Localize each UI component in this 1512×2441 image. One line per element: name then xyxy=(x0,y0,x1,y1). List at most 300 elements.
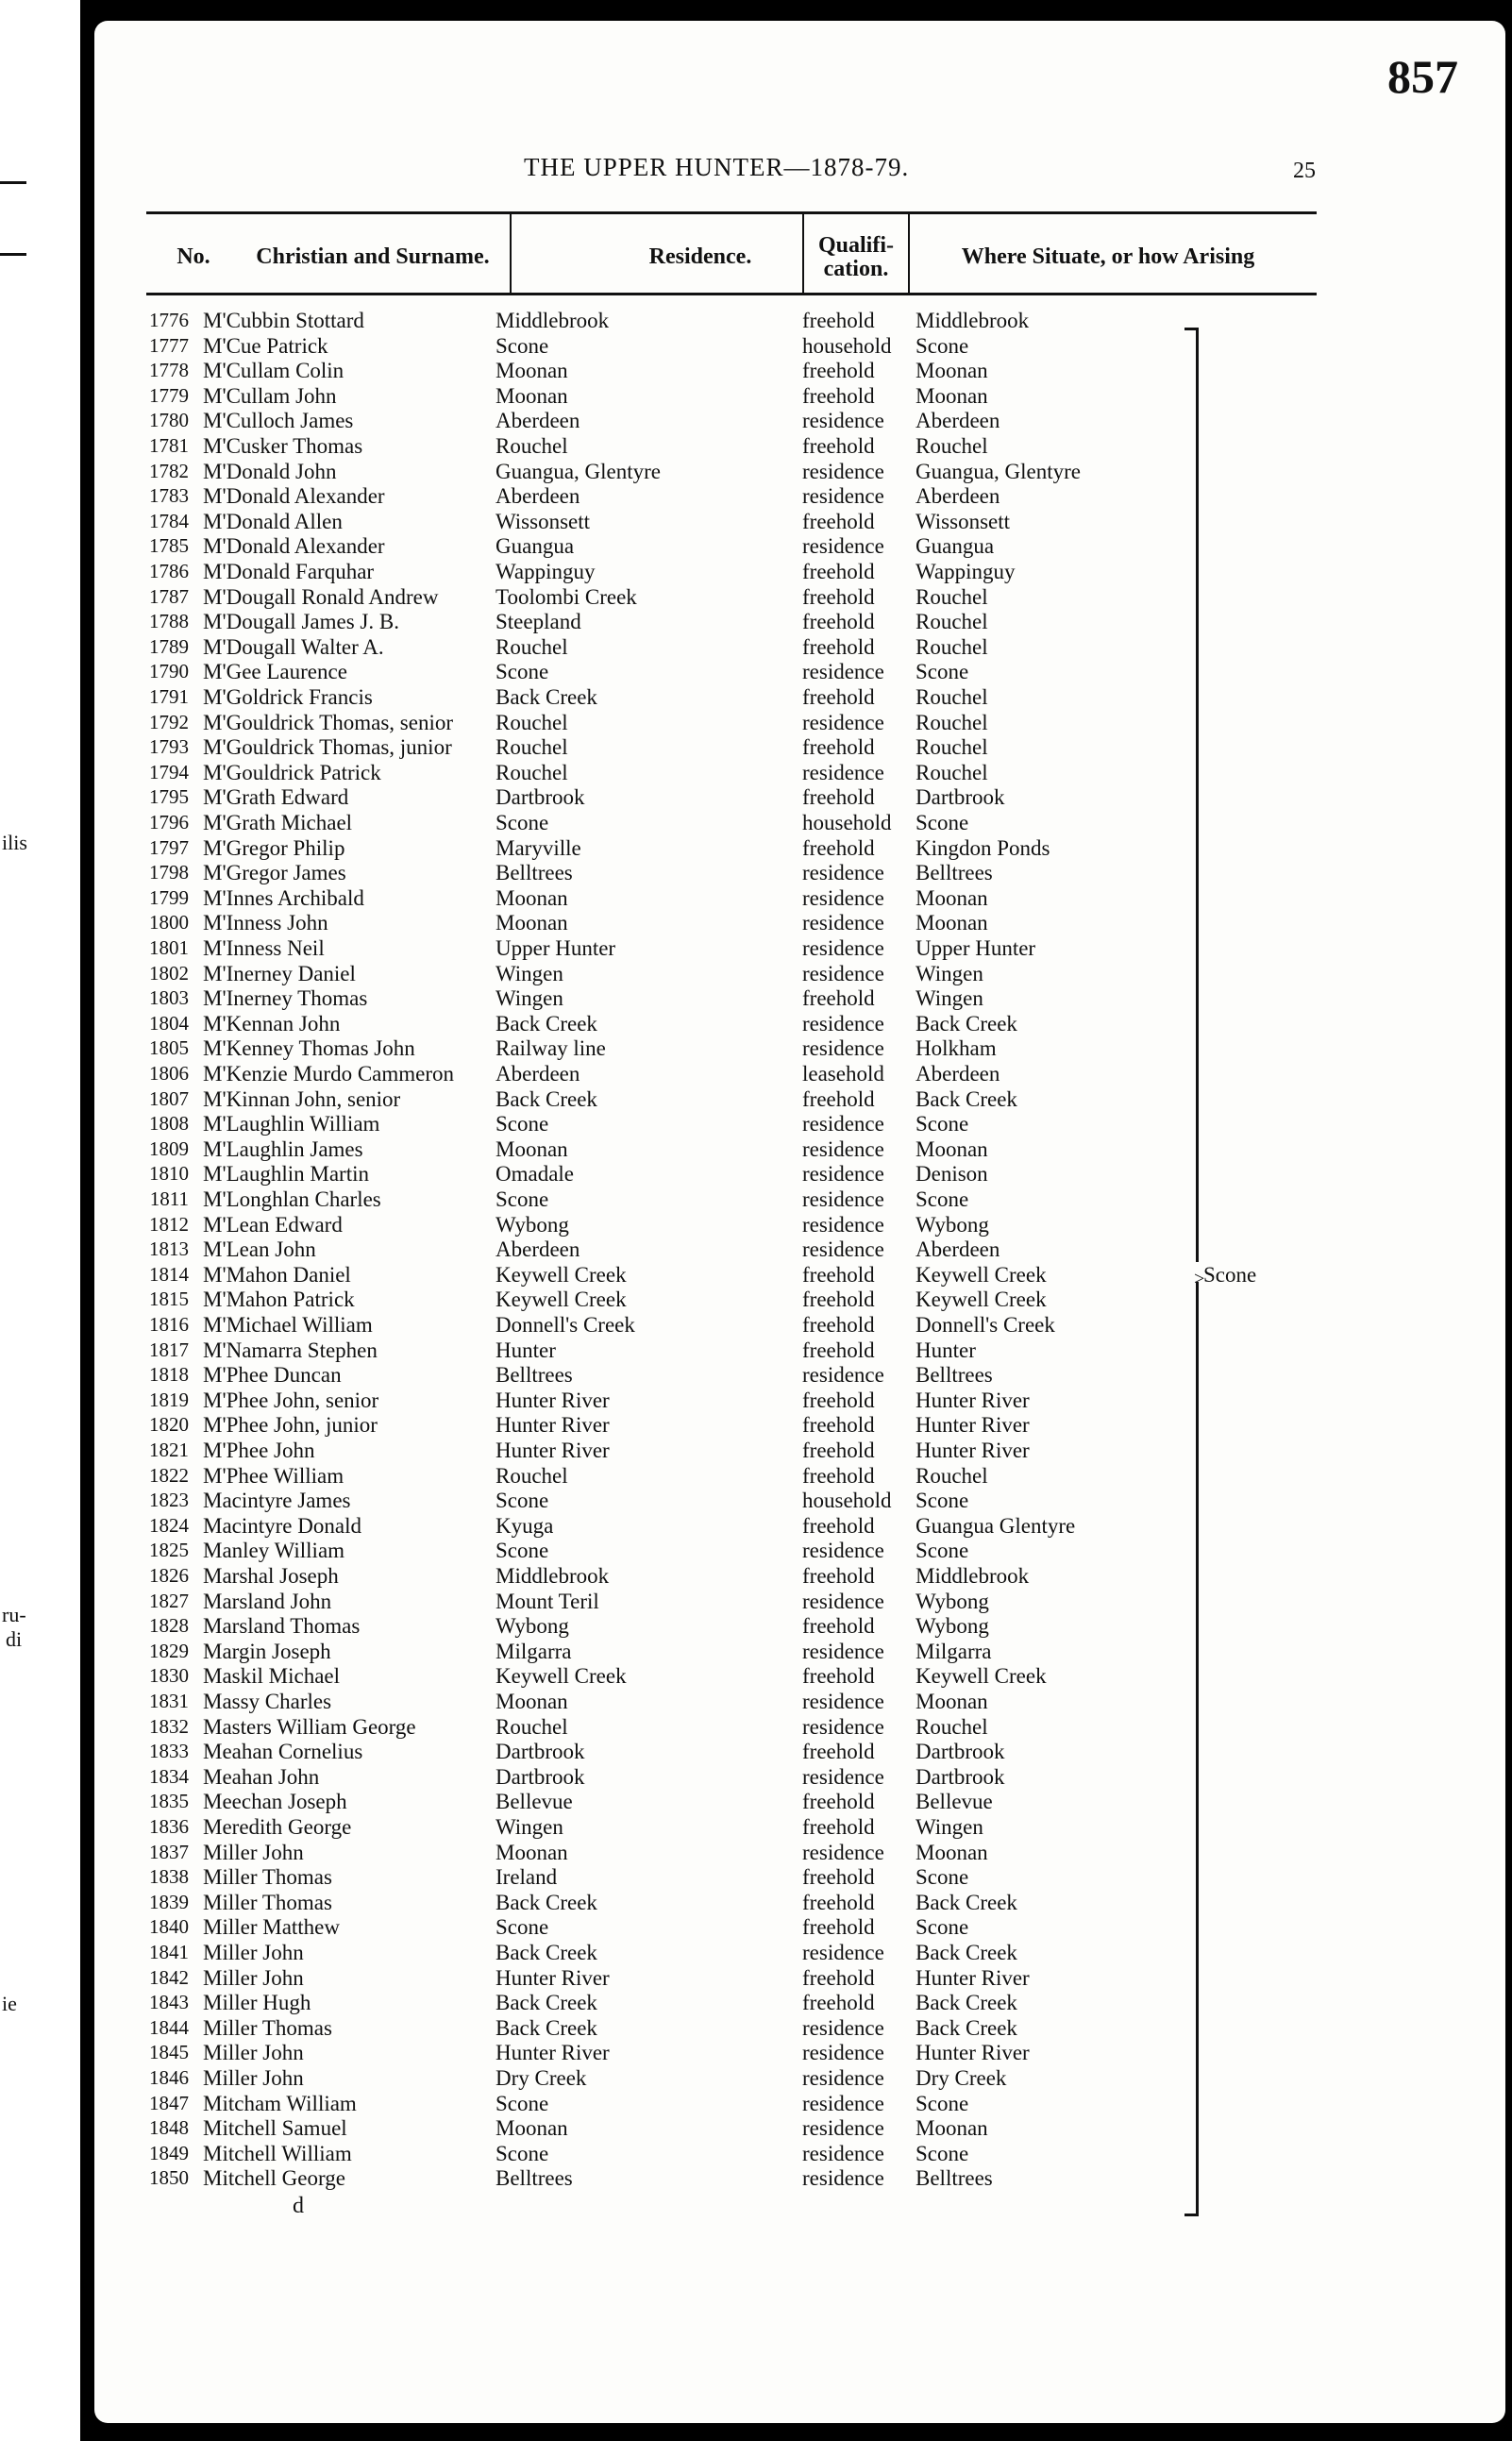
entry-residence: Moonan xyxy=(496,359,568,383)
entry-number: 1806 xyxy=(149,1062,189,1085)
margin-rule xyxy=(0,253,26,256)
entry-number: 1848 xyxy=(149,2116,189,2140)
table-row xyxy=(94,2116,1505,2142)
table-row xyxy=(94,711,1505,736)
entry-name: Miller John xyxy=(203,1941,304,1964)
entry-residence: Steepland xyxy=(496,610,581,634)
entry-number: 1794 xyxy=(149,760,189,783)
table-row xyxy=(94,986,1505,1012)
entry-number: 1837 xyxy=(149,1840,189,1863)
table-row xyxy=(94,1187,1505,1213)
entry-name: M'Innes Archibald xyxy=(203,885,364,910)
entry-name: Meechan Joseph xyxy=(203,1790,347,1814)
table-row xyxy=(94,685,1505,711)
entry-name: M'Inness John xyxy=(203,911,328,935)
entry-number: 1845 xyxy=(149,2041,189,2064)
entry-number: 1823 xyxy=(149,1489,189,1512)
entry-number: 1846 xyxy=(149,2066,189,2089)
entry-qualification: household xyxy=(802,1489,892,1513)
entry-number: 1807 xyxy=(149,1086,189,1110)
page-number: 25 xyxy=(1293,159,1316,183)
entry-where: Scone xyxy=(916,1539,969,1563)
margin-fragment: ie xyxy=(2,1992,17,2015)
entry-residence: Rouchel xyxy=(496,434,568,458)
table-row xyxy=(94,610,1505,635)
entry-qualification: residence xyxy=(802,1011,884,1035)
entry-residence: Aberdeen xyxy=(496,409,580,433)
entry-residence: Hunter River xyxy=(496,1439,610,1462)
entry-name: M'Kenney Thomas John xyxy=(203,1036,415,1061)
entry-where: Hunter River xyxy=(916,1439,1030,1462)
entry-name: M'Kenzie Murdo Cammeron xyxy=(203,1062,455,1086)
entry-where: Scone xyxy=(916,1187,969,1211)
entry-qualification: residence xyxy=(802,2141,884,2165)
entry-name: M'Michael William xyxy=(203,1313,373,1337)
entry-residence: Milgarra xyxy=(496,1639,572,1663)
entry-where: Dartbrook xyxy=(916,1740,1005,1764)
entry-number: 1783 xyxy=(149,484,189,508)
entry-residence: Back Creek xyxy=(496,685,597,709)
entry-name: M'Donald Farquhar xyxy=(203,560,375,583)
entry-qualification: residence xyxy=(802,2166,884,2191)
table-row xyxy=(94,1564,1505,1590)
entry-residence: Rouchel xyxy=(496,710,568,734)
entry-name: M'Kinnan John, senior xyxy=(203,1086,401,1111)
brace-cap xyxy=(1184,2214,1196,2216)
entry-where: Rouchel xyxy=(916,710,988,734)
entry-residence: Rouchel xyxy=(496,735,568,760)
entry-name: M'Kennan John xyxy=(203,1011,341,1035)
entry-residence: Bellevue xyxy=(496,1790,573,1814)
header-no: No. xyxy=(176,244,210,270)
entry-residence: Wybong xyxy=(496,1212,569,1237)
entry-number: 1776 xyxy=(149,309,189,331)
entry-qualification: freehold xyxy=(802,1513,875,1538)
entry-residence: Hunter River xyxy=(496,1388,610,1412)
entry-qualification: residence xyxy=(802,1363,884,1388)
entry-name: M'Gee Laurence xyxy=(203,660,347,684)
entry-qualification: freehold xyxy=(802,1614,875,1639)
entry-number: 1821 xyxy=(149,1439,189,1461)
entry-where: Scone xyxy=(916,1865,969,1890)
table-row xyxy=(94,1765,1505,1791)
entry-number: 1822 xyxy=(149,1463,189,1487)
margin-rule xyxy=(0,181,26,184)
entry-name: M'Longhlan Charles xyxy=(203,1187,381,1211)
table-row xyxy=(94,635,1505,661)
table-row xyxy=(94,761,1505,786)
entry-where: Middlebrook xyxy=(916,309,1030,332)
entry-qualification: freehold xyxy=(802,560,875,583)
entry-residence: Keywell Creek xyxy=(496,1664,627,1689)
entry-qualification: residence xyxy=(802,484,884,509)
entry-number: 1804 xyxy=(149,1011,189,1035)
entry-qualification: freehold xyxy=(802,1664,875,1689)
entry-name: Mitchell George xyxy=(203,2166,345,2191)
entry-where: Back Creek xyxy=(916,1890,1017,1914)
entry-number: 1842 xyxy=(149,1965,189,1989)
entry-number: 1819 xyxy=(149,1388,189,1411)
entry-qualification: residence xyxy=(802,1589,884,1613)
table-row xyxy=(94,510,1505,535)
entry-residence: Aberdeen xyxy=(496,1237,580,1262)
entry-name: Miller Hugh xyxy=(203,1991,311,2015)
entry-name: M'Namarra Stephen xyxy=(203,1338,378,1362)
header-bottom-rule xyxy=(146,293,1317,295)
entry-where: Scone xyxy=(916,333,969,358)
entry-number: 1789 xyxy=(149,634,189,658)
entry-where: Rouchel xyxy=(916,760,988,784)
entry-qualification: freehold xyxy=(802,1790,875,1814)
entry-where: Kingdon Ponds xyxy=(916,835,1050,860)
entry-name: M'Lean Edward xyxy=(203,1212,343,1237)
entry-residence: Moonan xyxy=(496,1690,568,1713)
table-row xyxy=(94,434,1505,460)
entry-residence: Scone xyxy=(496,660,549,684)
entry-residence: Wingen xyxy=(496,961,563,985)
entry-qualification: freehold xyxy=(802,584,875,609)
entry-residence: Wappinguy xyxy=(496,560,596,583)
entry-qualification: freehold xyxy=(802,610,875,634)
entry-qualification: residence xyxy=(802,1690,884,1713)
table-row xyxy=(94,1112,1505,1137)
entry-number: 1847 xyxy=(149,2091,189,2114)
entry-name: Miller Thomas xyxy=(203,1865,332,1890)
entry-number: 1839 xyxy=(149,1890,189,1913)
table-row xyxy=(94,1313,1505,1338)
entry-name: Meahan John xyxy=(203,1764,320,1789)
table-row xyxy=(94,1841,1505,1866)
entry-qualification: freehold xyxy=(802,1388,875,1412)
entry-where: Keywell Creek xyxy=(916,1288,1047,1312)
entry-residence: Hunter River xyxy=(496,1413,610,1438)
entry-name: M'Dougall James J. B. xyxy=(203,610,399,634)
entry-residence: Back Creek xyxy=(496,1941,597,1964)
entry-residence: Kyuga xyxy=(496,1513,554,1538)
entry-qualification: household xyxy=(802,333,892,358)
table-row xyxy=(94,1489,1505,1514)
entry-qualification: residence xyxy=(802,2041,884,2065)
entry-where: Wybong xyxy=(916,1589,989,1613)
margin-fragment: di xyxy=(6,1627,23,1651)
entry-number: 1787 xyxy=(149,584,189,608)
entry-number: 1825 xyxy=(149,1539,189,1562)
entry-qualification: freehold xyxy=(802,1262,875,1287)
entry-qualification: freehold xyxy=(802,1086,875,1111)
entry-qualification: freehold xyxy=(802,1288,875,1312)
entry-number: 1831 xyxy=(149,1690,189,1712)
entry-where: Wybong xyxy=(916,1614,989,1639)
entry-residence: Hunter River xyxy=(496,2041,610,2065)
entry-qualification: residence xyxy=(802,2091,884,2115)
entry-residence: Moonan xyxy=(496,1136,568,1161)
entry-name: Macintyre Donald xyxy=(203,1513,361,1538)
entry-where: Back Creek xyxy=(916,1991,1017,2015)
table-row xyxy=(94,1012,1505,1037)
brace-tip-icon: > xyxy=(1194,1269,1205,1289)
header-where: Where Situate, or how Arising xyxy=(961,244,1255,270)
entry-number: 1841 xyxy=(149,1941,189,1963)
entry-where: Aberdeen xyxy=(916,409,1000,433)
entry-residence: Rouchel xyxy=(496,760,568,784)
brace xyxy=(1196,1282,1199,2216)
entry-where: Rouchel xyxy=(916,634,988,659)
entry-name: M'Laughlin James xyxy=(203,1136,363,1161)
entry-name: M'Donald Alexander xyxy=(203,534,385,559)
entry-where: Wappinguy xyxy=(916,560,1016,583)
entry-where: Rouchel xyxy=(916,1463,988,1488)
table-row xyxy=(94,1991,1505,2016)
entry-qualification: freehold xyxy=(802,359,875,383)
entry-where: Holkham xyxy=(916,1036,997,1061)
table-row xyxy=(94,1413,1505,1439)
table-row xyxy=(94,1915,1505,1941)
entry-residence: Dry Creek xyxy=(496,2066,587,2090)
entry-number: 1828 xyxy=(149,1614,189,1638)
table-row xyxy=(94,1087,1505,1113)
entry-number: 1834 xyxy=(149,1764,189,1788)
entry-name: Marsland Thomas xyxy=(203,1614,361,1639)
entry-where: Moonan xyxy=(916,911,988,935)
entry-qualification: freehold xyxy=(802,309,875,332)
entry-name: Massy Charles xyxy=(203,1690,332,1713)
entry-number: 1809 xyxy=(149,1136,189,1160)
entry-residence: Scone xyxy=(496,2141,549,2165)
brace-cap xyxy=(1184,328,1196,330)
entry-number: 1820 xyxy=(149,1413,189,1437)
entry-name: M'Dougall Walter A. xyxy=(203,634,384,659)
entry-where: Scone xyxy=(916,1112,969,1136)
table-row xyxy=(94,886,1505,912)
entry-number: 1798 xyxy=(149,861,189,884)
entry-where: Moonan xyxy=(916,1840,988,1864)
entry-residence: Keywell Creek xyxy=(496,1288,627,1312)
table-row xyxy=(94,1162,1505,1187)
entry-qualification: residence xyxy=(802,1036,884,1061)
entry-where: Hunter River xyxy=(916,1388,1030,1412)
table-row xyxy=(94,1036,1505,1062)
entry-qualification: freehold xyxy=(802,434,875,458)
table-row xyxy=(94,1263,1505,1288)
entry-number: 1808 xyxy=(149,1112,189,1136)
entry-name: M'Mahon Patrick xyxy=(203,1288,355,1312)
entry-qualification: freehold xyxy=(802,835,875,860)
table-row xyxy=(94,334,1505,360)
entry-residence: Hunter xyxy=(496,1338,556,1362)
entry-name: M'Dougall Ronald Andrew xyxy=(203,584,439,609)
entry-name: M'Cubbin Stottard xyxy=(203,309,364,332)
entry-qualification: residence xyxy=(802,459,884,483)
table-row xyxy=(94,484,1505,510)
table-row xyxy=(94,1213,1505,1238)
entry-qualification: freehold xyxy=(802,735,875,760)
entry-where: Keywell Creek xyxy=(916,1664,1047,1689)
table-row xyxy=(94,1363,1505,1389)
entry-qualification: residence xyxy=(802,1714,884,1739)
table-row xyxy=(94,359,1505,384)
entry-name: M'Phee William xyxy=(203,1463,344,1488)
entry-name: Meahan Cornelius xyxy=(203,1740,363,1764)
entry-number: 1805 xyxy=(149,1036,189,1060)
entry-where: Wybong xyxy=(916,1212,989,1237)
entry-residence: Donnell's Creek xyxy=(496,1313,635,1337)
entry-number: 1835 xyxy=(149,1790,189,1813)
entry-where: Moonan xyxy=(916,383,988,408)
entry-number: 1791 xyxy=(149,685,189,708)
entry-qualification: residence xyxy=(802,760,884,784)
entry-residence: Wingen xyxy=(496,1815,563,1839)
entry-name: Miller Matthew xyxy=(203,1915,340,1940)
brace xyxy=(1196,328,1199,1262)
entry-name: Mitchell William xyxy=(203,2141,352,2165)
entry-residence: Keywell Creek xyxy=(496,1262,627,1287)
table-row xyxy=(94,2016,1505,2042)
entry-name: Miller John xyxy=(203,2041,304,2065)
table-row xyxy=(94,811,1505,836)
table-row xyxy=(94,1640,1505,1665)
entry-residence: Scone xyxy=(496,2091,549,2115)
table-row xyxy=(94,384,1505,410)
entry-qualification: residence xyxy=(802,1212,884,1237)
entry-number: 1777 xyxy=(149,333,189,357)
entry-residence: Rouchel xyxy=(496,1714,568,1739)
entry-qualification: residence xyxy=(802,660,884,684)
entry-residence: Railway line xyxy=(496,1036,606,1061)
entry-number: 1811 xyxy=(149,1187,189,1210)
entry-name: Mitcham William xyxy=(203,2091,357,2115)
entry-residence: Moonan xyxy=(496,911,568,935)
entry-qualification: freehold xyxy=(802,1463,875,1488)
entry-where: Dartbrook xyxy=(916,1764,1005,1789)
entry-residence: Rouchel xyxy=(496,1463,568,1488)
entry-where: Middlebrook xyxy=(916,1564,1030,1588)
table-row xyxy=(94,1891,1505,1916)
entry-residence: Rouchel xyxy=(496,634,568,659)
entry-where: Milgarra xyxy=(916,1639,992,1663)
entry-number: 1830 xyxy=(149,1664,189,1688)
entry-name: M'Donald Allen xyxy=(203,509,343,533)
header-qualification: Qualifi- cation. xyxy=(817,232,894,281)
entry-residence: Upper Hunter xyxy=(496,936,616,960)
entry-residence: Aberdeen xyxy=(496,484,580,509)
entry-name: Miller Thomas xyxy=(203,2015,332,2040)
entry-name: M'Inerney Daniel xyxy=(203,961,356,985)
entry-residence: Guangua xyxy=(496,534,575,559)
entry-residence: Scone xyxy=(496,1489,549,1513)
table-row xyxy=(94,911,1505,936)
entry-number: 1782 xyxy=(149,459,189,482)
entry-name: M'Gregor Philip xyxy=(203,835,345,860)
table-row xyxy=(94,861,1505,886)
entry-name: M'Mahon Daniel xyxy=(203,1262,351,1287)
entry-qualification: residence xyxy=(802,534,884,559)
entry-number: 1778 xyxy=(149,359,189,382)
entry-qualification: freehold xyxy=(802,1890,875,1914)
table-row xyxy=(94,409,1505,434)
entry-where: Scone xyxy=(916,1915,969,1940)
entry-residence: Scone xyxy=(496,1187,549,1211)
table-row xyxy=(94,1514,1505,1540)
entry-number: 1829 xyxy=(149,1639,189,1662)
entry-name: M'Gouldrick Thomas, senior xyxy=(203,710,453,734)
entry-name: M'Goldrick Francis xyxy=(203,685,373,709)
entry-qualification: freehold xyxy=(802,986,875,1011)
entry-where: Rouchel xyxy=(916,610,988,634)
entry-residence: Mount Teril xyxy=(496,1589,599,1613)
entry-residence: Belltrees xyxy=(496,2166,573,2191)
table-row xyxy=(94,1715,1505,1741)
entry-number: 1844 xyxy=(149,2015,189,2039)
entry-qualification: freehold xyxy=(802,1439,875,1462)
entry-residence: Scone xyxy=(496,811,549,834)
table-row xyxy=(94,735,1505,761)
table-row xyxy=(94,2041,1505,2066)
entry-name: Meredith George xyxy=(203,1815,352,1839)
entry-residence: Scone xyxy=(496,1915,549,1940)
table-row xyxy=(94,1389,1505,1414)
entry-name: Mitchell Samuel xyxy=(203,2116,347,2141)
entry-number: 1836 xyxy=(149,1815,189,1838)
entry-name: M'Donald John xyxy=(203,459,337,483)
entry-name: M'Laughlin Martin xyxy=(203,1162,369,1187)
entry-name: Marshal Joseph xyxy=(203,1564,339,1588)
entry-number: 1797 xyxy=(149,835,189,859)
entry-number: 1850 xyxy=(149,2166,189,2190)
entry-where: Keywell Creek xyxy=(916,1262,1047,1287)
entry-number: 1786 xyxy=(149,560,189,582)
entry-where: Guangua, Glentyre xyxy=(916,459,1081,483)
entry-where: Belltrees xyxy=(916,1363,993,1388)
table-row xyxy=(94,1790,1505,1815)
entry-residence: Dartbrook xyxy=(496,1740,585,1764)
entry-where: Hunter River xyxy=(916,1965,1030,1990)
brace-label: Scone xyxy=(1203,1263,1257,1287)
entry-qualification: freehold xyxy=(802,1564,875,1588)
running-head: THE UPPER HUNTER—1878-79. xyxy=(524,153,910,181)
entry-number: 1785 xyxy=(149,534,189,558)
entry-residence: Toolombi Creek xyxy=(496,584,637,609)
entry-number: 1801 xyxy=(149,936,189,959)
entry-residence: Hunter River xyxy=(496,1965,610,1990)
entry-residence: Wybong xyxy=(496,1614,569,1639)
table-row xyxy=(94,1941,1505,1966)
table-row xyxy=(94,585,1505,611)
entry-where: Hunter xyxy=(916,1338,976,1362)
entry-where: Upper Hunter xyxy=(916,936,1036,960)
entry-residence: Scone xyxy=(496,333,549,358)
entry-qualification: residence xyxy=(802,1112,884,1136)
table-row xyxy=(94,785,1505,811)
entry-where: Wingen xyxy=(916,1815,983,1839)
entry-residence: Dartbrook xyxy=(496,1764,585,1789)
entry-name: Maskil Michael xyxy=(203,1664,340,1689)
entry-name: M'Inness Neil xyxy=(203,936,325,960)
entry-where: Moonan xyxy=(916,1690,988,1713)
entry-number: 1818 xyxy=(149,1363,189,1387)
table-row xyxy=(94,2092,1505,2117)
table-row xyxy=(94,309,1505,334)
entry-number: 1838 xyxy=(149,1865,189,1889)
entry-where: Rouchel xyxy=(916,735,988,760)
table-row xyxy=(94,2066,1505,2092)
entry-qualification: freehold xyxy=(802,785,875,810)
entry-qualification: residence xyxy=(802,936,884,960)
entry-number: 1788 xyxy=(149,610,189,633)
entry-qualification: household xyxy=(802,811,892,834)
entry-where: Scone xyxy=(916,1489,969,1513)
entry-name: Manley William xyxy=(203,1539,345,1563)
table-row xyxy=(94,1288,1505,1313)
